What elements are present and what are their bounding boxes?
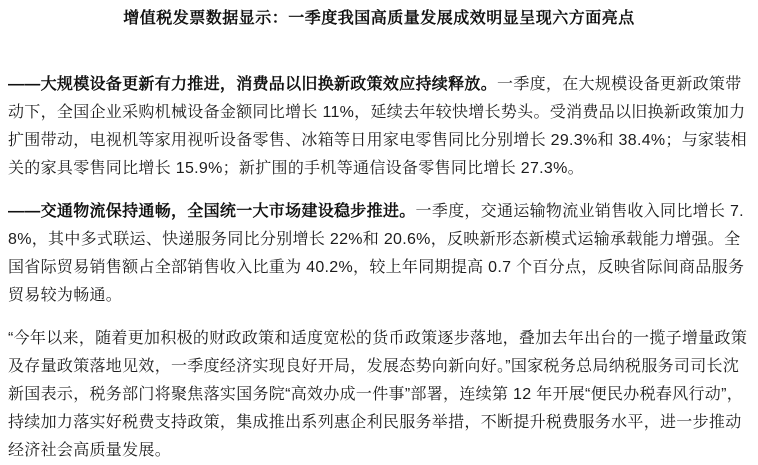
paragraph-text: 一季度，交通运输物流业销售收入同比增长 7.8%，其中多式联运、快递服务同比分别增长 22%和 20.6%，反映新形态新模式运输承载能力增强。全国省际贸易销售额占全部销售收入比重为 40.2%，较上年同期提高 0.7 个百分点，反映省际间商品服务贸易较为畅通。 [8, 203, 745, 304]
paragraph-text: 一季度，在大规模设备更新政策带动下，全国企业采购机械设备金额同比增长 11%，延续去年较快增长势头。受消费品以旧换新政策加力扩围带动，电视机等家用视听设备零售、冰箱等日用家电零售同比分别增长 29.3%和 38.4%；与家装相关的家具零售同比增长 15.9%；新扩围的手机等通信设备零售同比增长 27.3%。 [8, 76, 747, 177]
paragraph-transport-logistics [8, 198, 750, 310]
paragraph-equipment-renewal [8, 71, 750, 183]
paragraph-text: “今年以来，随着更加积极的财政政策和适度宽松的货币政策逐步落地，叠加去年出台的一揽子增量政策及存量政策落地见效，一季度经济实现良好开局，发展态势向新向好。”国家税务总局纳税服务司司长沈新国表示，税务部门将聚焦落实国务院“高效办成一件事”部署，连续第 12 年开展“便民办税春风行动”，持续加力落实好税费支持政策，集成推出系列惠企利民服务举措，不断提升税费服务水平，进一步推动经济社会高质量发展。 [8, 330, 748, 459]
article [8, 9, 750, 465]
paragraph-official-quote [8, 325, 750, 465]
paragraph-lead: ——交通物流保持通畅，全国统一大市场建设稳步推进。 [8, 203, 416, 220]
article-body [8, 71, 750, 465]
paragraph-lead: ——大规模设备更新有力推进，消费品以旧换新政策效应持续释放。 [8, 76, 498, 93]
article-title: 增值税发票数据显示：一季度我国高质量发展成效明显呈现六方面亮点 [123, 10, 635, 27]
